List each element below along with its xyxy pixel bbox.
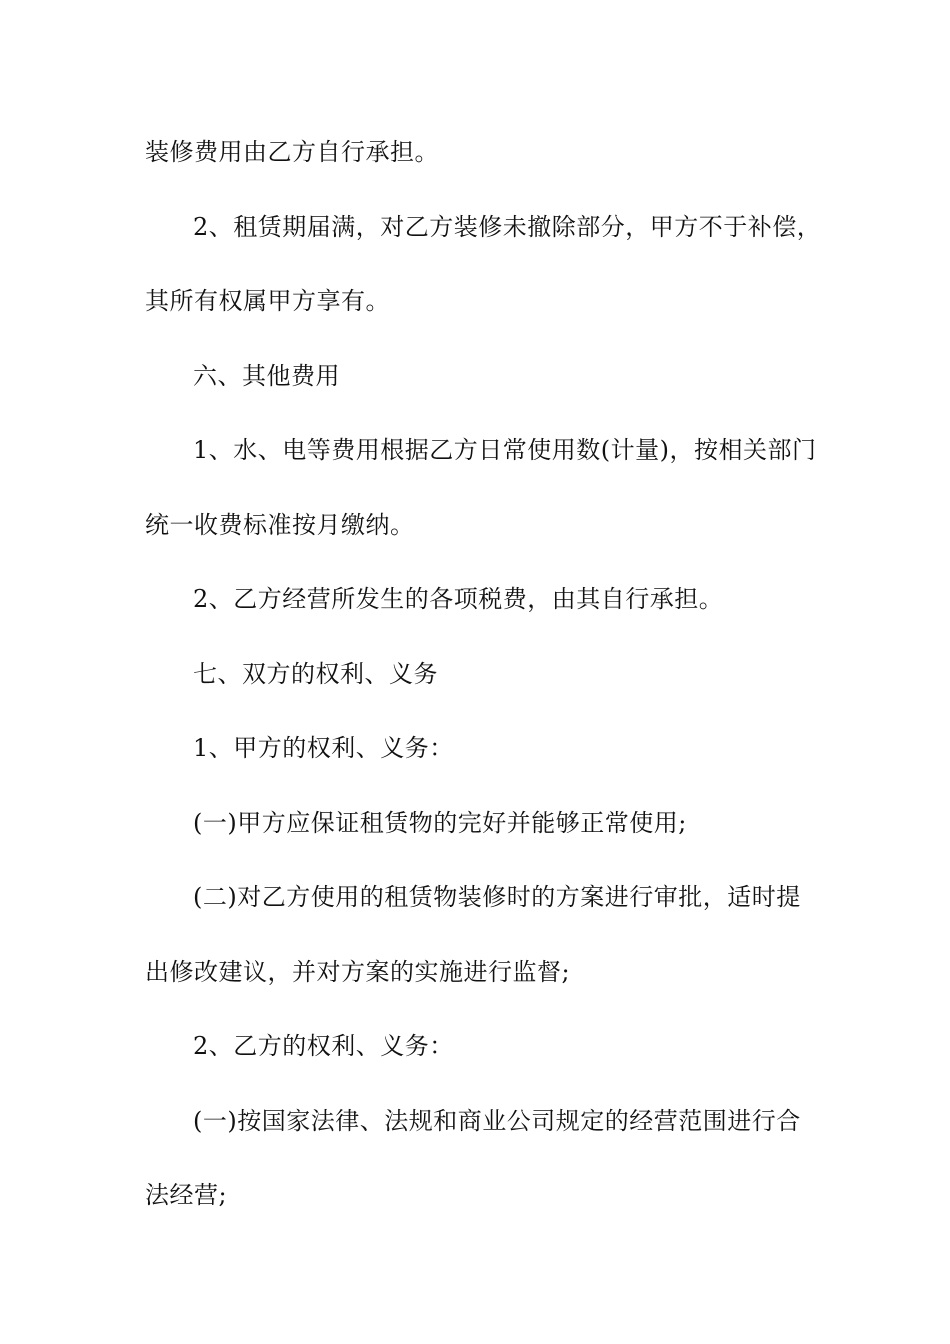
paragraph-line: (一)甲方应保证租赁物的完好并能够正常使用;	[193, 809, 687, 837]
paragraph-line: 其所有权属甲方享有。	[145, 287, 390, 315]
paragraph-line: (一)按国家法律、法规和商业公司规定的经营范围进行合	[193, 1107, 801, 1135]
paragraph-line: 2、乙方的权利、义务：	[193, 1032, 454, 1060]
section-heading: 七、双方的权利、义务	[193, 660, 438, 688]
section-heading: 六、其他费用	[193, 362, 340, 390]
paragraph-line: 1、甲方的权利、义务：	[193, 734, 454, 762]
paragraph-line: 法经营;	[145, 1181, 228, 1209]
paragraph-line: 统一收费标准按月缴纳。	[145, 511, 415, 539]
paragraph-line: 2、租赁期届满，对乙方装修未撤除部分，甲方不于补偿，	[193, 213, 822, 241]
paragraph-line: 1、水、电等费用根据乙方日常使用数(计量)，按相关部门	[193, 436, 817, 464]
paragraph-line: 装修费用由乙方自行承担。	[145, 138, 439, 166]
paragraph-line: (二)对乙方使用的租赁物装修时的方案进行审批，适时提	[193, 883, 801, 911]
paragraph-line: 2、乙方经营所发生的各项税费，由其自行承担。	[193, 585, 724, 613]
paragraph-line: 出修改建议，并对方案的实施进行监督;	[145, 958, 571, 986]
